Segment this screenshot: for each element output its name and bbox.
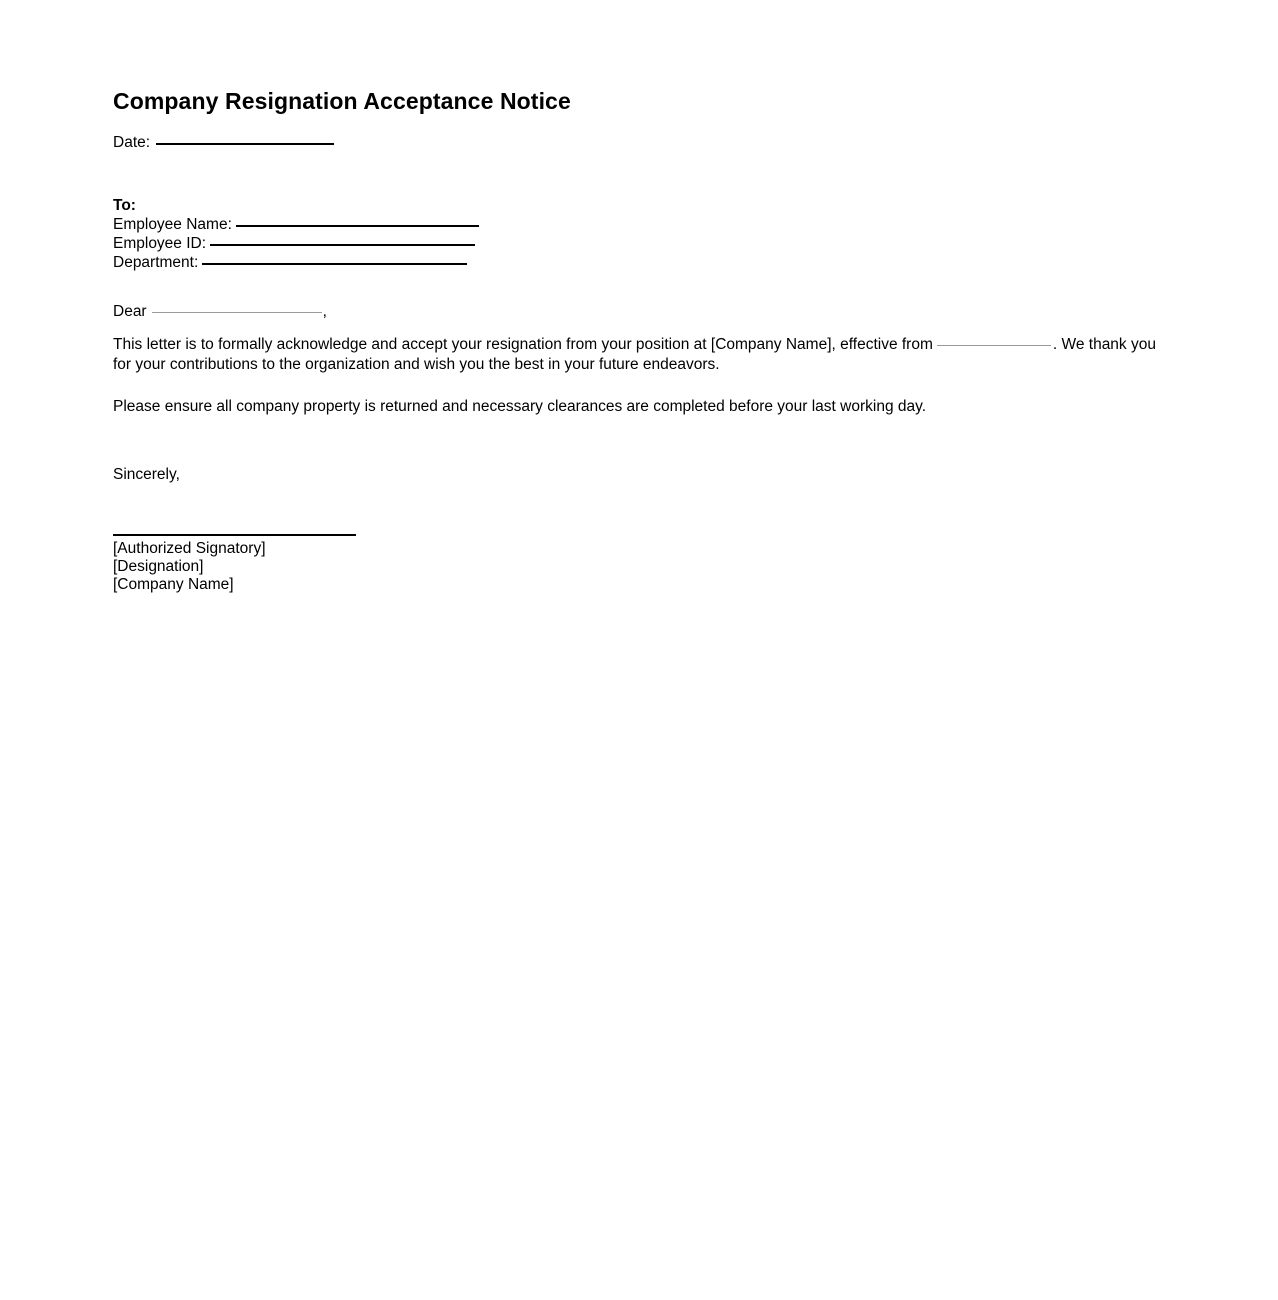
employee-id-row (113, 234, 1173, 253)
document-body (113, 88, 1173, 594)
body-paragraph-1-part-2: . We thank you for your contributions to the organization and wish you the best in your future endeavors. (113, 336, 1156, 374)
employee-id-blank-field[interactable] (210, 244, 475, 246)
department-row (113, 253, 1173, 272)
salutation-comma: , (322, 303, 327, 321)
employee-name-row (113, 215, 1173, 234)
signatory-name-placeholder: [Authorized Signatory] (113, 540, 266, 558)
closing-text: Sincerely, (113, 466, 180, 484)
page-title: Company Resignation Acceptance Notice (113, 88, 571, 114)
body-paragraph-2: Please ensure all company property is returned and necessary clearances are completed before your last working day. (113, 398, 927, 416)
employee-id-label: Employee ID: (113, 235, 207, 253)
department-blank-field[interactable] (202, 263, 467, 265)
signature-line (113, 534, 356, 536)
recipient-heading: To: (113, 197, 136, 215)
effective-date-blank-field[interactable] (937, 345, 1051, 346)
date-row (113, 133, 1173, 152)
employee-name-blank-field[interactable] (236, 225, 479, 227)
recipient-block (113, 196, 1173, 272)
salutation-blank-field[interactable] (152, 312, 322, 313)
body-paragraph-1 (113, 335, 1163, 375)
signatory-designation-placeholder: [Designation] (113, 558, 204, 576)
salutation-row (113, 302, 1173, 321)
salutation-greeting: Dear (113, 303, 147, 321)
date-label: Date: (113, 134, 151, 152)
employee-name-label: Employee Name: (113, 216, 232, 234)
signature-block (113, 540, 1173, 594)
date-blank-field[interactable] (156, 143, 334, 145)
body-paragraph-1-part-1: This letter is to formally acknowledge and accept your resignation from your position at [Company Name], effective from (113, 336, 933, 354)
department-label: Department: (113, 254, 199, 272)
signatory-company-placeholder: [Company Name] (113, 576, 234, 594)
